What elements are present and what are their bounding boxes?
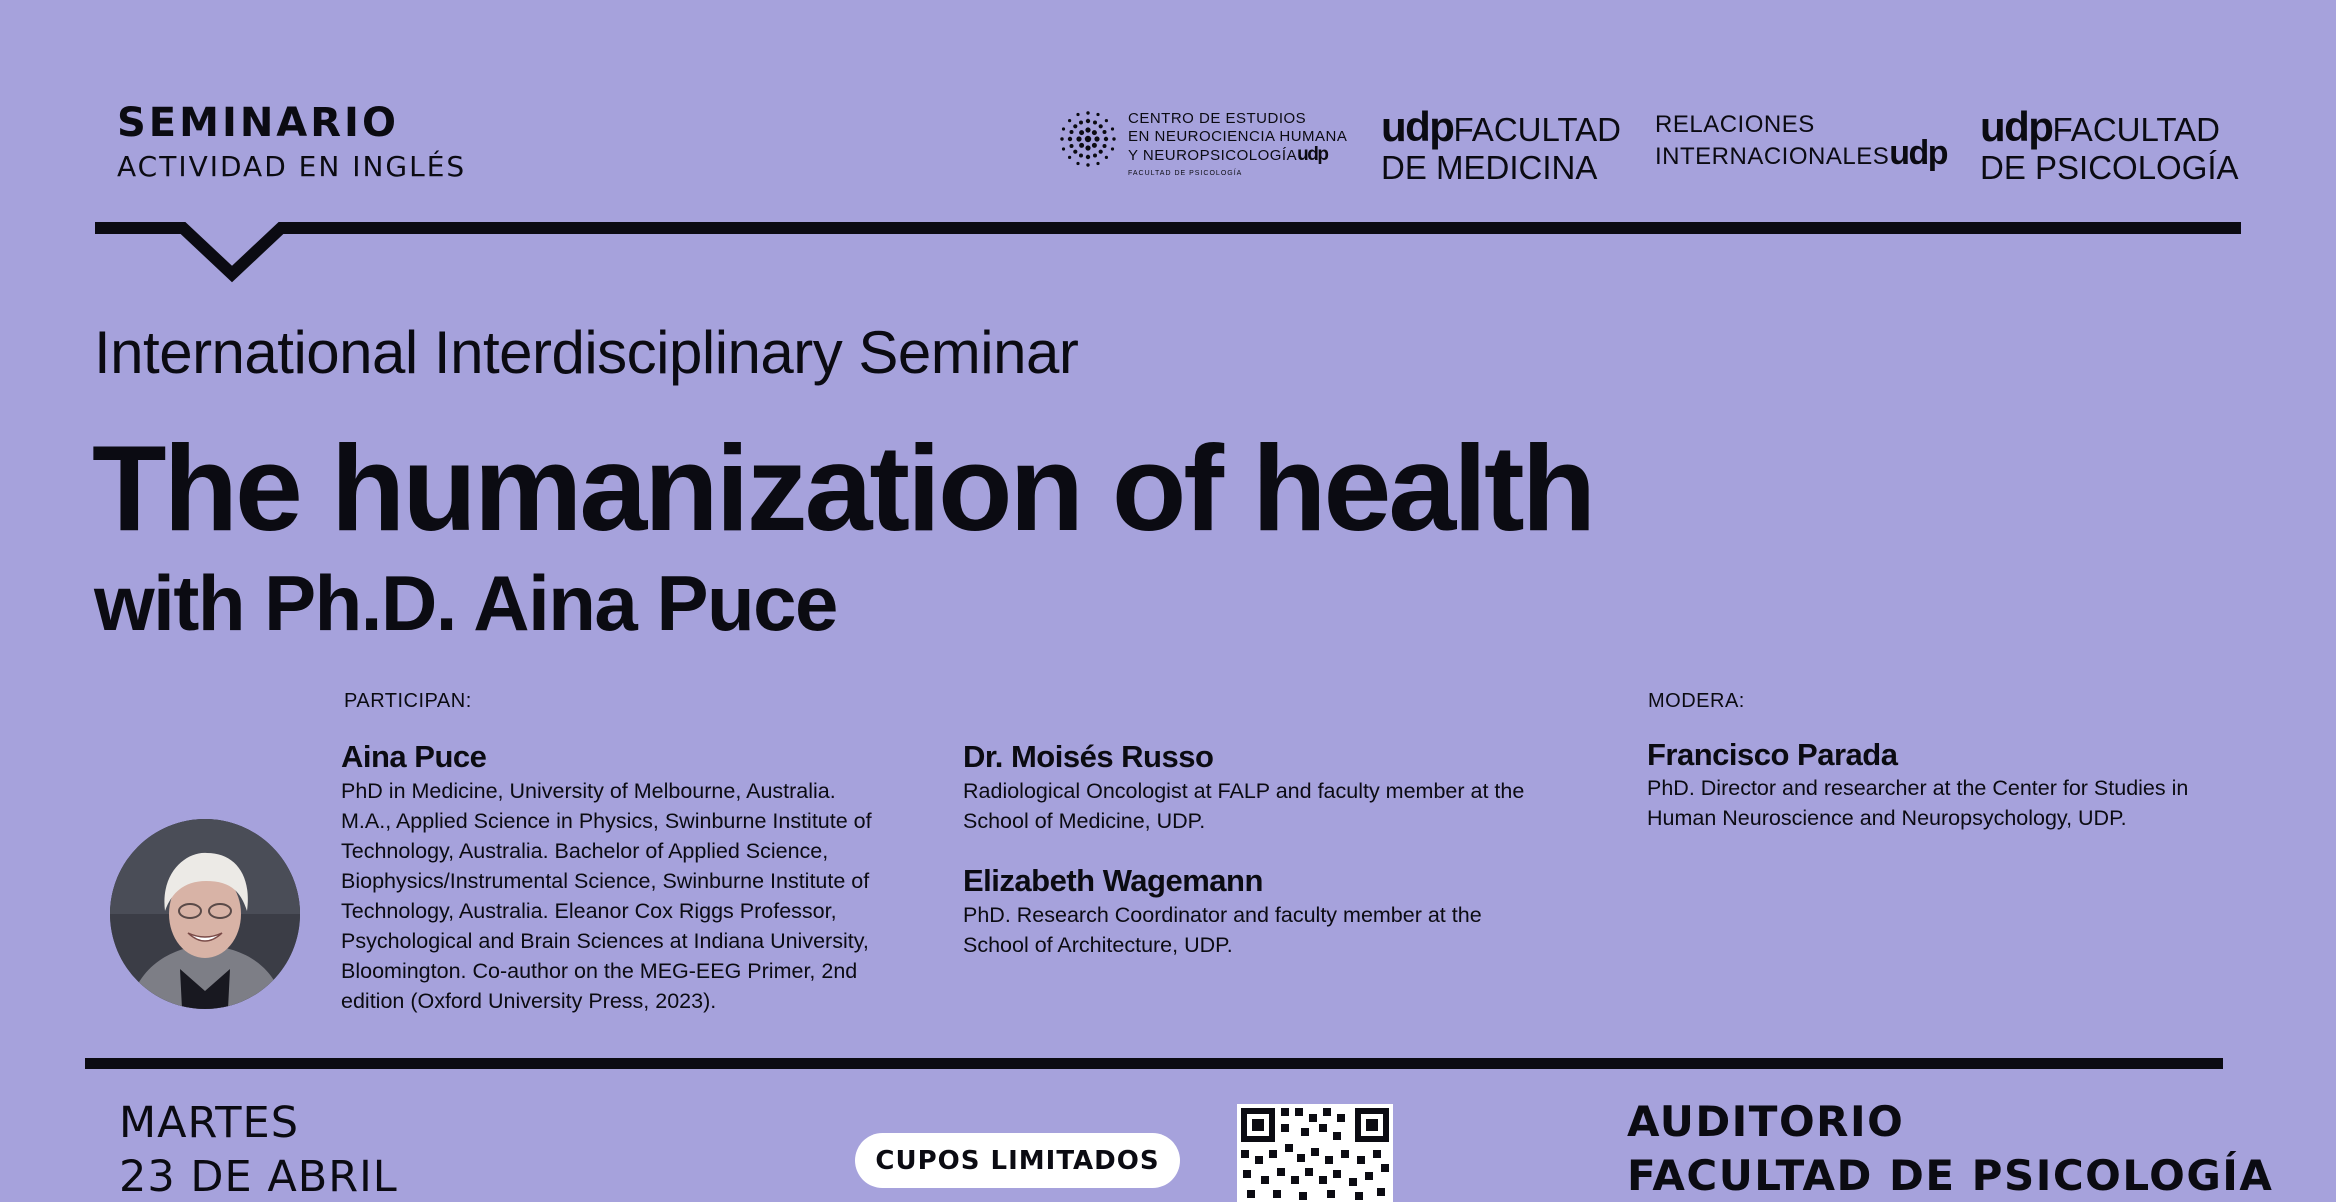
international-relations-line-2: INTERNACIONALES: [1655, 143, 1890, 170]
bio-line: Psychological and Brain Sciences at Indiana University,: [341, 929, 869, 953]
international-relations-logo: [1655, 110, 1947, 171]
bio-line: School of Medicine, UDP.: [963, 809, 1206, 833]
seminar-label: SEMINARIO: [117, 100, 399, 146]
participant-name: Dr. Moisés Russo: [963, 739, 1214, 774]
qr-code[interactable]: [1237, 1104, 1393, 1202]
bio-line: Technology, Australia. Bachelor of Applied Science,: [341, 839, 829, 863]
neuro-center-faculty-small: FACULTAD DE PSICOLOGÍA: [1128, 170, 1243, 177]
neuro-center-line-1: CENTRO DE ESTUDIOS: [1128, 110, 1307, 127]
event-title: The humanization of health: [92, 420, 1594, 556]
psychology-logo-line-2: DE PSICOLOGÍA: [1980, 149, 2239, 186]
neuro-center-line-3: Y NEUROPSICOLOGÍA: [1128, 147, 1298, 164]
bio-line: School of Architecture, UDP.: [963, 933, 1233, 957]
participant-bio: [963, 776, 1524, 836]
limited-seats-badge: CUPOS LIMITADOS: [855, 1133, 1180, 1188]
participants-label: PARTICIPAN:: [344, 690, 472, 712]
bio-line: Biophysics/Instrumental Science, Swinburne Institute of: [341, 869, 870, 893]
medicine-logo-line-1: FACULTAD: [1453, 111, 1621, 148]
bio-line: Radiological Oncologist at FALP and faculty member at the: [963, 779, 1525, 803]
bio-line: PhD. Director and researcher at the Center for Studies in: [1647, 776, 2189, 800]
event-kicker: International Interdisciplinary Seminar: [94, 319, 1079, 386]
bio-line: PhD. Research Coordinator and faculty member at the: [963, 903, 1482, 927]
medicine-logo-line-2: DE MEDICINA: [1381, 149, 1598, 186]
participant-bio: [963, 900, 1482, 960]
moderator-label: MODERA:: [1648, 690, 1745, 712]
international-relations-line-1: RELACIONES: [1655, 111, 1815, 138]
participant-name: Aina Puce: [341, 739, 487, 774]
top-divider: [0, 210, 2336, 285]
bio-line: edition (Oxford University Press, 2023).: [341, 989, 717, 1013]
event-subtitle: with Ph.D. Aina Puce: [94, 559, 837, 647]
bio-line: Bloomington. Co-author on the MEG-EEG Primer, 2nd: [341, 959, 858, 983]
moderator-name: Francisco Parada: [1647, 737, 1898, 772]
bio-line: Technology, Australia. Eleanor Cox Riggs Professor,: [341, 899, 837, 923]
neuro-center-logo-icon: [1057, 108, 1119, 170]
speaker-photo: [110, 819, 300, 1009]
medicine-udp-mark: udp: [1381, 103, 1454, 150]
psychology-logo-line-1: FACULTAD: [2052, 111, 2220, 148]
neuro-center-line-2: EN NEUROCIENCIA HUMANA: [1128, 128, 1348, 145]
participant-bio: [341, 776, 872, 1016]
medicine-faculty-logo: [1381, 103, 1621, 187]
neuro-center-udp-mark: udp: [1297, 144, 1328, 165]
speaker-photo-illustration: [110, 819, 300, 1009]
bottom-divider: [85, 1058, 2223, 1069]
event-date: 23 DE ABRIL: [119, 1152, 398, 1202]
psychology-faculty-logo: [1980, 103, 2239, 187]
bio-line: PhD in Medicine, University of Melbourne, Australia.: [341, 779, 836, 803]
participant-name: Elizabeth Wagemann: [963, 863, 1263, 898]
neuro-center-logo: [1128, 110, 1347, 183]
international-relations-udp-mark: udp: [1889, 134, 1948, 172]
activity-language-label: ACTIVIDAD EN INGLÉS: [117, 150, 467, 183]
psychology-udp-mark: udp: [1980, 103, 2053, 150]
bio-line: M.A., Applied Science in Physics, Swinburne Institute of: [341, 809, 872, 833]
bio-line: Human Neuroscience and Neuropsychology, UDP.: [1647, 806, 2127, 830]
venue-line-1: AUDITORIO: [1627, 1097, 1905, 1146]
moderator-bio: [1647, 773, 2188, 833]
venue-line-2: FACULTAD DE PSICOLOGÍA: [1627, 1151, 2274, 1200]
event-day: MARTES: [119, 1098, 299, 1148]
